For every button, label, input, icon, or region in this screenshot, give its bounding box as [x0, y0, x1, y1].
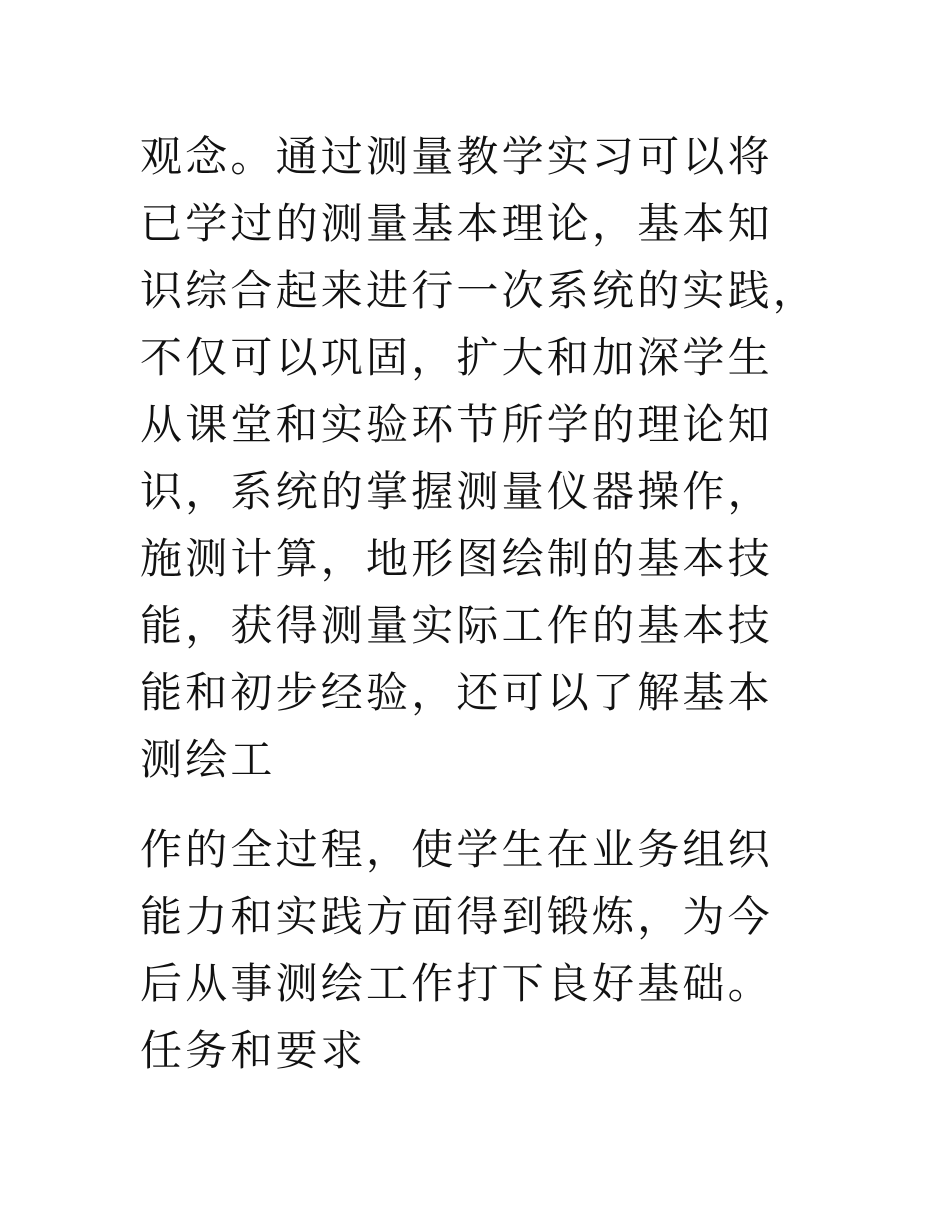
text-line: 识综合起来进行一次系统的实践，: [140, 266, 819, 315]
section-heading: 任务和要求: [140, 1026, 367, 1075]
text-line: 能力和实践方面得到锻炼，为今: [140, 892, 773, 941]
text-line: 测绘工: [140, 735, 276, 784]
text-line: 能，获得测量实际工作的基本技: [140, 601, 773, 650]
text-line: 施测计算，地形图绘制的基本技: [140, 534, 773, 583]
text-line: 能和初步经验，还可以了解基本: [140, 668, 773, 717]
text-line: 观念。通过测量教学实习可以将: [140, 132, 773, 181]
text-line: 识，系统的掌握测量仪器操作，: [140, 467, 773, 516]
text-line: 不仅可以巩固，扩大和加深学生: [140, 333, 773, 382]
text-line: 从课堂和实验环节所学的理论知: [140, 400, 773, 449]
text-line: 后从事测绘工作打下良好基础。: [140, 959, 773, 1008]
text-line: 作的全过程，使学生在业务组织: [140, 825, 773, 874]
text-line: 已学过的测量基本理论，基本知: [140, 199, 773, 248]
